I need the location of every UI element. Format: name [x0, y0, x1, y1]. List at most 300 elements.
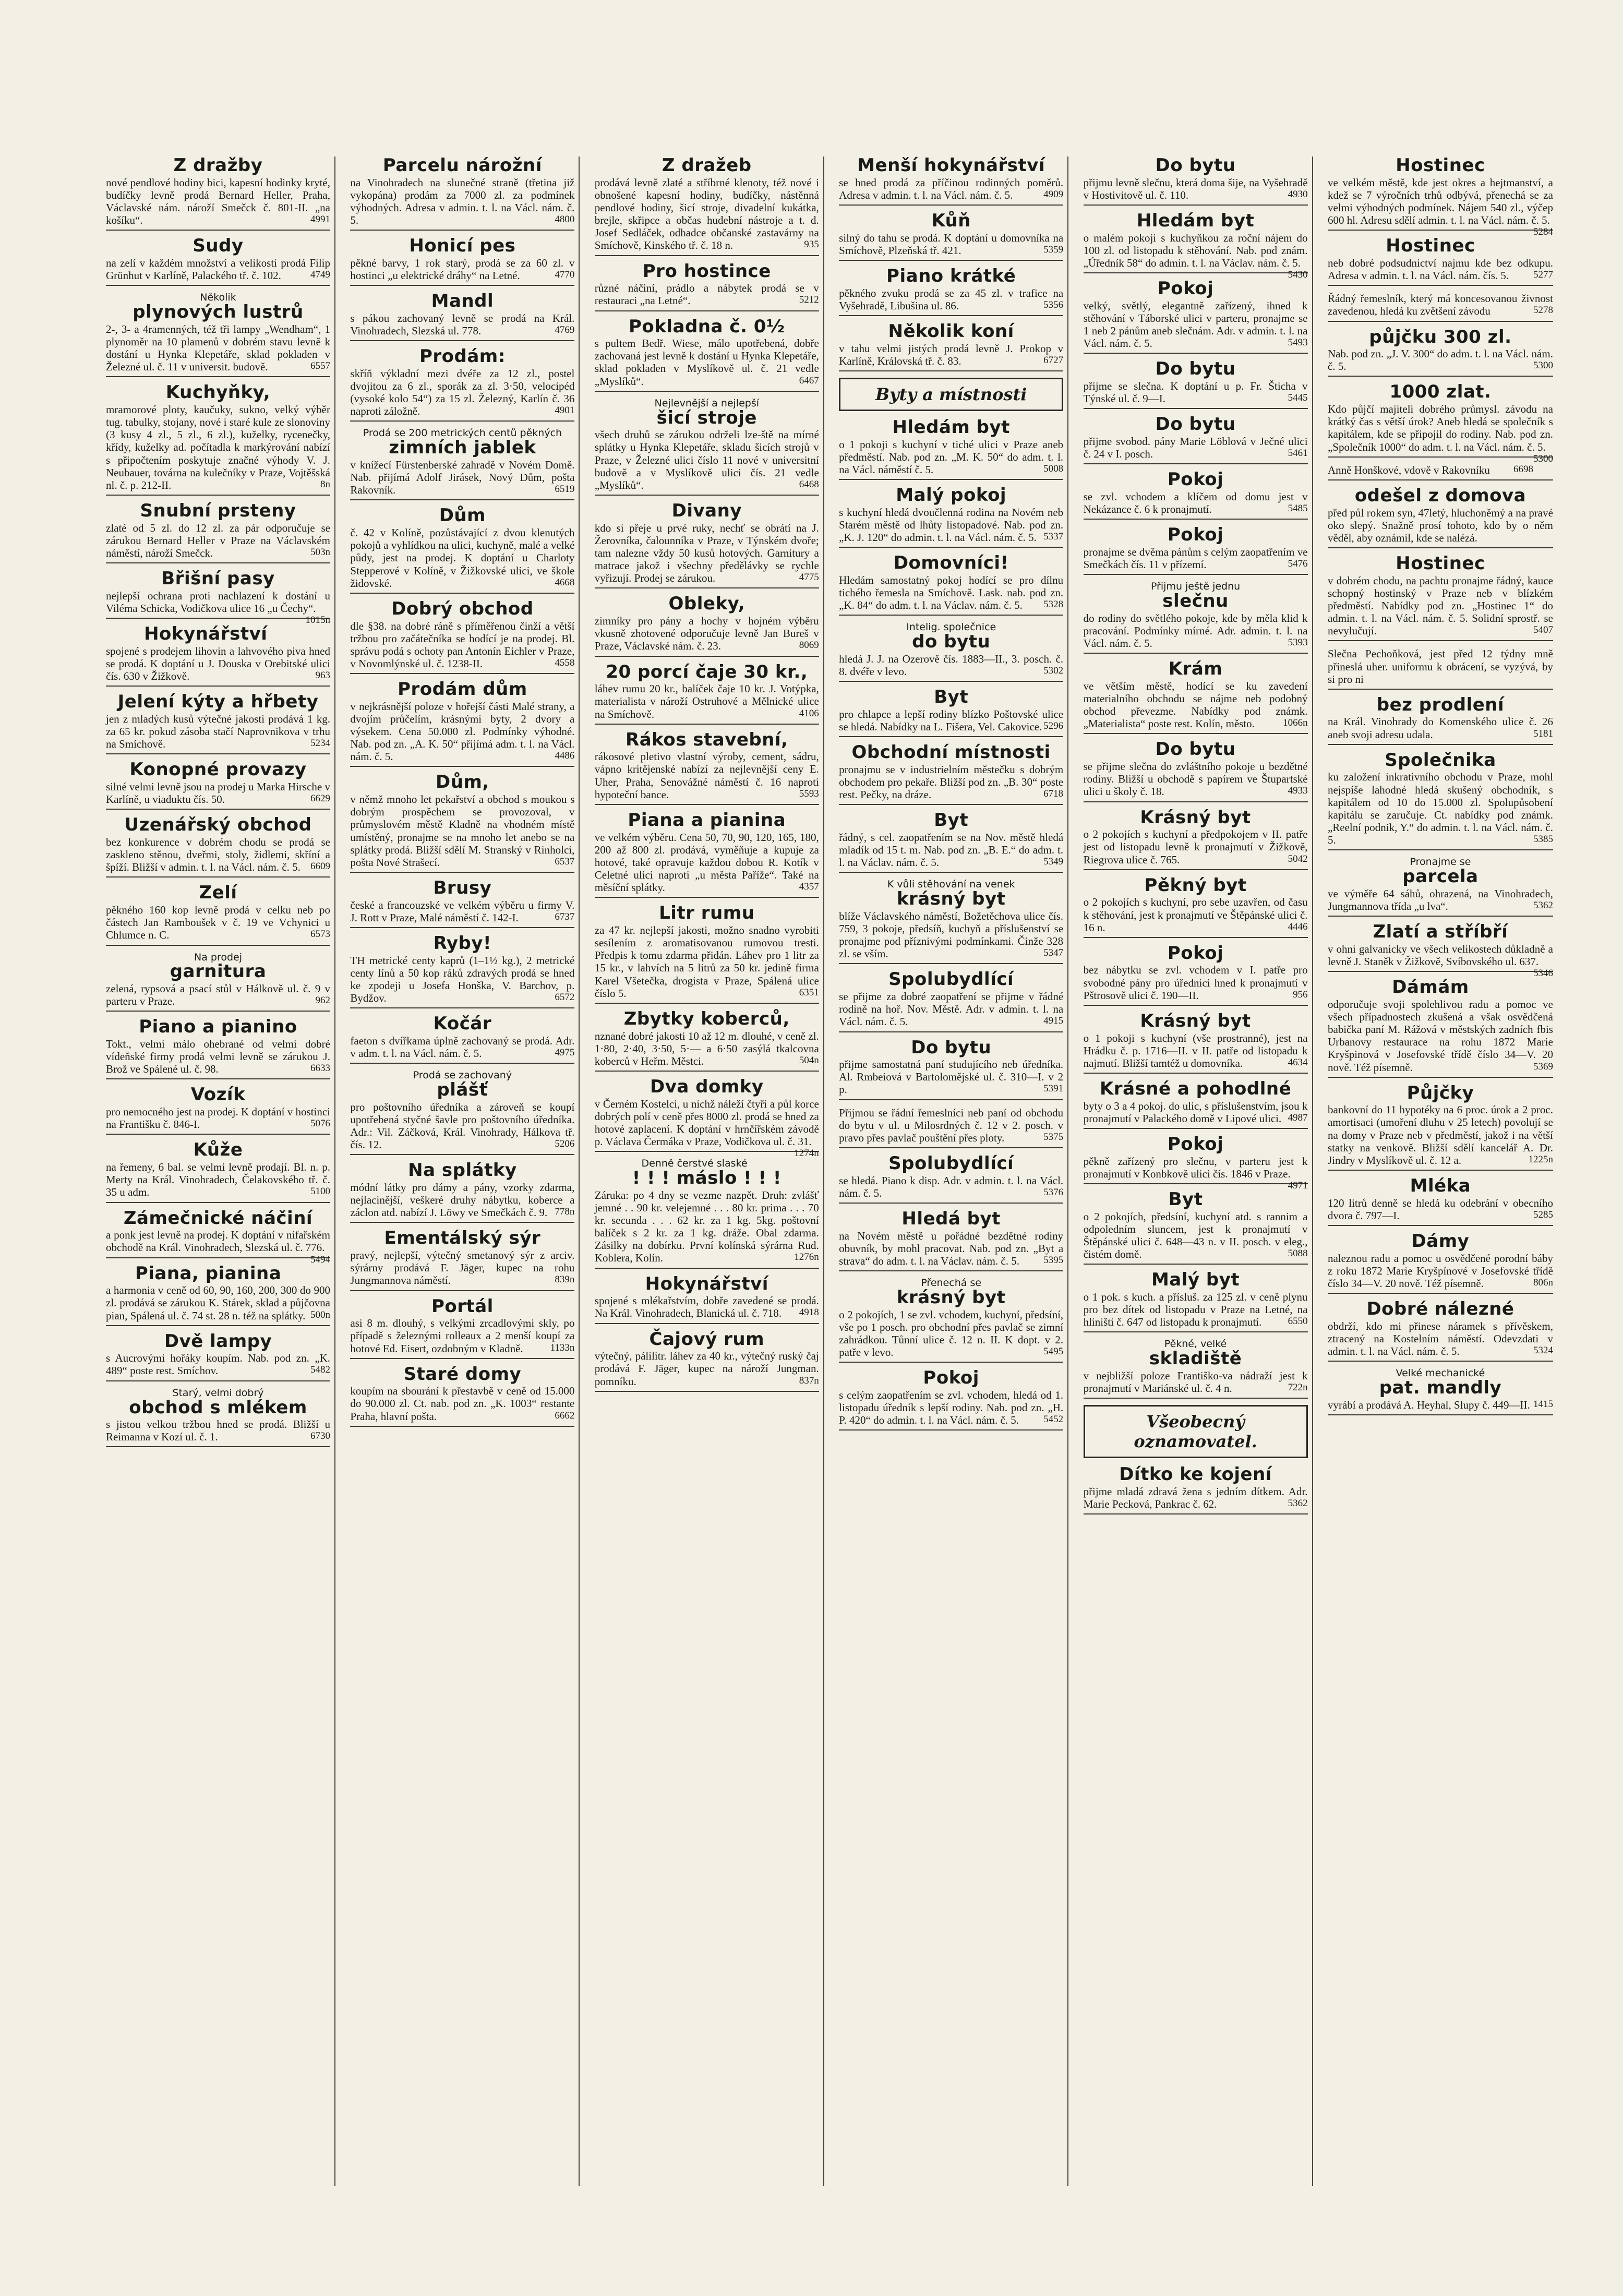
ad-body	[1327, 942, 1553, 979]
ad-body	[106, 904, 330, 941]
ad-body	[1084, 828, 1308, 865]
classified-ad	[106, 157, 330, 231]
ad-number: 5485	[1288, 503, 1308, 514]
ad-body-text: pěkně zařízený pro slečnu, v parteru jest k pronajmutí v Konbkově ulici čís. 1846 v Praze.	[1083, 1155, 1308, 1180]
classified-ad	[1327, 157, 1553, 238]
ad-number: 1274n	[794, 1148, 819, 1159]
ad-number: 503n	[310, 547, 330, 558]
ad-body	[350, 1249, 574, 1287]
classified-ad	[106, 1086, 330, 1135]
classified-ad	[839, 212, 1063, 261]
classified-ad	[1328, 978, 1553, 1078]
ad-pretitle: Denně čerstvé slaské	[641, 1158, 748, 1170]
classified-ad	[106, 816, 330, 877]
classified-ad	[1084, 876, 1308, 938]
classified-ad	[1083, 1133, 1308, 1191]
ad-title: Zámečnické náčiní	[123, 1207, 313, 1229]
ad-title: Ementálský sýr	[384, 1228, 541, 1249]
classified-ad	[839, 157, 1063, 206]
ad-number: 5359	[1043, 244, 1064, 255]
ad-body	[839, 506, 1063, 544]
column-2	[346, 157, 580, 2186]
classified-ad	[106, 761, 330, 810]
ad-body-text: pěkného 160 kop levně prodá v celku neb po částech Jan Ramboušek v č. 19 ve Vchynici u Chlumce n. C.	[106, 904, 330, 942]
ad-title: 20 porcí čaje 30 kr.,	[606, 661, 808, 682]
ad-title: Krásný byt	[1140, 807, 1251, 828]
ad-body	[106, 522, 330, 559]
ad-body-text: ve velkém výběru. Cena 50, 70, 90, 120, 165, 180, 200 až 800 zl. prodává, vyměňuje a kupuje za hotové, také opravuje každou dobou R. Kotík v Celetné ulici naproti „u města Paříže“. Také na měsíční splátky.	[594, 831, 819, 894]
ad-body-text: nejlepší ochrana proti nachlazení k dostání u Viléma Schicka, Vodičkova ulice 16 „u Čechy“.	[106, 589, 330, 615]
ad-body-text: prodává levně zlaté a stříbrné klenoty, též nové i obnošené kapesní hodiny, budíčky, nástěnná pendlové hodiny, šicí stroje, divadelní kukátka, brejle, skřipce a občas hudební nástroje a t. d. Josef Sedláček, odhadce občanské zastavárny na Smíchově, Kinského tř. č. 18 n.	[594, 176, 819, 252]
ad-body-text: přijme mladá zdravá žena s jedním dítkem. Adr. Marie Pecková, Pankrac č. 62.	[1083, 1485, 1308, 1510]
classified-ad	[839, 1369, 1063, 1431]
ad-body	[839, 1308, 1063, 1359]
ad-body-text: ve výměře 64 sáhů, ohrazená, na Vinohradech, Jungmannova třída „u lva“.	[1327, 887, 1553, 912]
ad-number: 5375	[1043, 1131, 1064, 1143]
ad-title: Kůň	[931, 210, 971, 231]
classified-ad	[1084, 1080, 1308, 1129]
classified-ad	[1084, 1339, 1308, 1399]
classified-ad	[595, 663, 819, 725]
classified-ad	[106, 693, 330, 754]
classified-ad	[350, 157, 574, 231]
classified-ad	[1328, 1177, 1553, 1226]
classified-ad	[839, 1107, 1063, 1148]
classified-ad	[1084, 944, 1308, 1006]
ad-pretitle: Velké mechanické	[1396, 1367, 1485, 1379]
ad-body	[839, 1107, 1063, 1144]
ad-body	[1084, 490, 1308, 515]
ad-number: 4975	[555, 1047, 575, 1059]
classified-ad	[350, 1365, 574, 1427]
ad-number: 4901	[555, 405, 575, 416]
ad-body	[106, 1105, 330, 1131]
ad-body-text: v knížecí Fürstenberské zahradě v Novém Domě. Nab. přijímá Adolf Jirásek, Nový Dům, pošta Rakovník.	[350, 459, 575, 497]
ad-body-text: pronajme se dvěma pánům s celým zaopatřením ve Smečkách čís. 11 v přízemí.	[1083, 545, 1308, 571]
ad-title: Uzenářský obchod	[124, 814, 312, 836]
ad-title: Hokynářství	[144, 623, 268, 645]
ad-number: 5407	[1533, 624, 1553, 636]
ad-body-text: a ponk jest levně na prodej. K doptání v nifařském obchodě na Král. Vinohradech, Slezská ul. č. 776.	[106, 1229, 330, 1254]
ad-body-text: na zelí v každém množství a velikosti prodá Filip Grünhut v Karlíně, Palackého tř. č. 102.	[106, 256, 330, 282]
ad-number: 5277	[1533, 269, 1553, 281]
classified-ad	[1328, 292, 1553, 321]
ad-body-text: pěkného zvuku prodá se za 45 zl. v trafice na Vyšehradě, Libušina ul. 86.	[839, 286, 1064, 312]
ad-number: 5300	[1533, 360, 1553, 371]
ad-body	[1328, 1103, 1553, 1167]
ad-body	[839, 176, 1063, 201]
ad-body-text: přijme se slečna. K doptání u p. Fr. Šticha v Týnské ul. č. 9—I.	[1083, 380, 1308, 405]
ad-body-text: vyrábí a prodává A. Heyhal, Slupy č. 449—II.	[1327, 1398, 1530, 1411]
ad-body	[106, 645, 330, 682]
ad-title: Spolubydlící	[888, 1153, 1014, 1174]
ad-number: 500n	[310, 1309, 330, 1320]
ad-pretitle: Prodá se 200 metrických centů pěkných	[363, 427, 562, 439]
ad-title: Krásné a pohodlné	[1099, 1078, 1292, 1099]
ad-body	[350, 1035, 574, 1060]
ad-body-text: v Černém Kostelci, u nichž náleží čtyři a půl korce dobrých polí v ceně přes 8000 zl. prodá se hned za hotové zaplacení. K doptání v hrnčířském závodě p. Václava Čermáka v Praze, Vodičkova ul. č. 31.	[594, 1097, 819, 1148]
classified-ad	[1084, 660, 1308, 734]
ad-title: Byt	[934, 687, 969, 708]
ad-body-text: na Král. Vinohrady do Komenského ulice č. 26 aneb svoji adresu udala.	[1327, 715, 1553, 741]
ad-number: 5296	[1043, 720, 1064, 731]
ad-title: Dvě lampy	[164, 1330, 272, 1352]
ad-body-text: pro chlapce a lepší rodiny blízko Poštovské ulice se hledá. Nabídky na L. Fišera, Vel. Cakovice.	[839, 707, 1064, 733]
ad-body-text: o 2 pokojích, 1 se zvl. vchodem, kuchyní, předsíní, vše po 1 posch. pro obchodní přes pavlač se zimní zahrádkou. Tůnní ulice č. 12 n. II. K dopt. v 2. patře v levo.	[839, 1308, 1064, 1359]
ad-body	[106, 1418, 330, 1443]
ad-body	[350, 1181, 574, 1219]
ad-number: 4446	[1288, 921, 1308, 932]
ad-number: 5042	[1288, 853, 1308, 864]
ad-title: Portál	[431, 1295, 494, 1317]
ad-body	[350, 793, 574, 869]
classified-ad	[595, 318, 819, 392]
ad-number: 722n	[1288, 1382, 1308, 1393]
ad-body-text: Řádný řemeslník, který má koncesovanou živnost zavedenou, hledá ku zvětšení závodu	[1327, 292, 1553, 318]
ad-body-text: pěkné barvy, 1 rok starý, prodá se za 60 zl. v hostinci „u elektrické dráhy“ na Letné.	[350, 256, 575, 282]
ad-body	[106, 176, 330, 227]
ad-title: Hostinec	[1386, 235, 1475, 257]
ad-number: 5008	[1043, 463, 1064, 474]
ad-number: 5482	[310, 1364, 330, 1376]
classified-ad	[106, 568, 330, 626]
ad-number: 6537	[555, 856, 575, 867]
ad-title: Spolubydlící	[888, 969, 1014, 990]
ad-pretitle: Přijmu ještě jednu	[1150, 581, 1241, 593]
classified-ad	[595, 262, 819, 311]
classified-ad	[106, 1207, 330, 1265]
section-banner: Byty a místnosti	[839, 378, 1063, 411]
ad-title: Sudy	[193, 235, 244, 257]
ad-body	[1083, 231, 1308, 281]
ad-number: 5347	[1043, 947, 1064, 959]
ad-number: 6467	[799, 375, 819, 386]
ad-pretitle: K vůli stěhování na venek	[887, 879, 1015, 891]
ad-number: 5088	[1288, 1248, 1308, 1259]
classified-ad	[106, 884, 330, 945]
ad-title: Dobrý obchod	[391, 598, 534, 619]
classified-ad	[1327, 381, 1553, 464]
ad-body	[350, 176, 574, 227]
ad-body	[1328, 464, 1553, 476]
ad-body-text: spojené s prodejem lihovin a lahvového piva hned se prodá. K doptání u J. Douska v Orebitské ulici čís. 630 v Žižkově.	[106, 644, 330, 683]
classified-ad	[1084, 157, 1308, 206]
ad-title: Dům,	[436, 772, 489, 793]
ad-body-text: blíže Václavského náměstí, Božetěchova ulice čís. 759, 3 pokoje, předsíň, kuchyň a příslušenství se pronajme pod příznivými podmínkami. Činže 328 zl. se vším.	[839, 909, 1064, 960]
ad-body	[1328, 715, 1553, 740]
classified-ad	[1084, 415, 1308, 464]
ad-body-text: s celým zaopatřením se zvl. vchodem, hledá od 1. listopadu úředník s lepší rodiny. Nab. pod zn. „H. P. 420“ do admin. t. l. na Václ. nám. č. 5.	[839, 1388, 1064, 1427]
ad-title: Vozík	[190, 1084, 246, 1105]
ad-pretitle: Starý, velmi dobrý	[172, 1387, 264, 1399]
ad-pretitle: Na prodej	[194, 951, 242, 963]
ad-title: Několik koní	[888, 320, 1014, 342]
ad-body	[1327, 176, 1553, 238]
classified-ad	[839, 418, 1063, 480]
ad-title: Byt	[934, 810, 969, 831]
ad-body	[106, 403, 330, 491]
classified-ad	[1328, 647, 1553, 689]
classified-ad	[839, 554, 1063, 616]
ad-title: Piana a pianina	[628, 809, 786, 831]
classified-ad	[350, 1161, 574, 1223]
ad-title: zimních jablek	[389, 437, 536, 459]
ad-body	[1328, 998, 1553, 1074]
classified-ad	[106, 237, 330, 286]
ad-body	[839, 574, 1063, 611]
ad-body-text: obdrží, kdo mi přinese náramek s přívěskem, ztracený na Kostelním náměstí. Odevzdati v admin. t. l. na Václ. nám. č. 5.	[1327, 1319, 1553, 1358]
classified-ad	[106, 383, 330, 496]
classified-ad	[1328, 1084, 1553, 1171]
ad-body	[350, 526, 574, 590]
classified-ad	[1328, 487, 1553, 548]
ad-number: 5284	[1533, 226, 1553, 238]
ad-body	[1328, 507, 1553, 544]
ad-title: Zlatí a stříbří	[1373, 921, 1508, 943]
ad-body	[839, 653, 1063, 678]
ad-body	[1328, 1252, 1553, 1290]
classified-ad	[839, 879, 1063, 964]
classified-ad	[106, 502, 330, 563]
ad-number: 6609	[310, 861, 330, 872]
ad-number: 4769	[555, 324, 575, 336]
ad-title: parcela	[1402, 866, 1478, 887]
ad-body-text: v ohni galvanicky ve všech velikostech důkladně a levně J. Staněk v Žižkově, Svíbovského ul. 637.	[1327, 942, 1553, 968]
ad-number: 778n	[555, 1206, 575, 1218]
ad-body	[839, 1230, 1063, 1267]
ad-body	[1328, 574, 1553, 638]
ad-number: 962	[315, 995, 330, 1006]
ad-body	[839, 831, 1063, 869]
ad-title: odešel z domova	[1354, 485, 1526, 506]
ad-body	[350, 257, 574, 282]
classified-ad	[1328, 1368, 1553, 1415]
ad-title: Pokoj	[1157, 278, 1214, 299]
ad-body-text: ve větším městě, hodící se ku zavedení materialního obchodu se nájme neb podobný obchod převezme. Nabídky pod známk. „Materialista“ poste rest. Kolín, město.	[1083, 679, 1308, 730]
ad-body-text: velký, světlý, elegantně zařízený, ihned k stěhování v Táborské ulici v parteru, pronajme se 1 neb 2 pánům aneb slečnám. Adr. v admin. t. l. na Václ. nám. č. 5.	[1083, 299, 1308, 350]
classified-ad	[1083, 1188, 1308, 1265]
ad-body-text: české a francouzské ve velkém výběru u firmy V. J. Rott v Praze, Malé náměstí č. 142-I.	[350, 898, 575, 924]
ad-body-text: 120 litrů denně se hledá ku odebrání v obecního dvora č. 797—I.	[1327, 1196, 1553, 1222]
ad-number: 6550	[1288, 1316, 1308, 1327]
classified-ad	[839, 322, 1063, 371]
ad-number: 5493	[1288, 337, 1308, 348]
ad-number: 5278	[1533, 305, 1553, 316]
ad-number: 6468	[799, 478, 819, 490]
ad-body-text: se přijme za dobré zaopatření se přijme v řádné rodině na hoř. Nov. Městě. Adr. v admin. t. l. na Václ. nám. č. 5.	[839, 990, 1064, 1028]
ad-title: Obleky,	[668, 593, 746, 615]
ad-title: Kůže	[193, 1139, 243, 1161]
classified-ad	[594, 1076, 819, 1159]
ad-body-text: na Novém městě u pořádné bezdětné rodiny obuvník, by mohl pracovat. Nab. pod zn. „Byt a strava“ do adm. t. l. na Václav. nám. č. 5.	[839, 1229, 1064, 1267]
ad-title: půjčku 300 zl.	[1369, 326, 1512, 347]
ad-title: Piano krátké	[886, 265, 1016, 286]
ad-title: Dítko ke kojení	[1119, 1464, 1272, 1485]
ad-number: 5076	[310, 1118, 330, 1129]
ad-title: skladiště	[1149, 1348, 1242, 1369]
ad-title: garnitura	[170, 961, 267, 982]
ad-body-text: s pákou zachovaný levně se prodá na Král. Vinohradech, Slezská ul. 778.	[350, 311, 575, 338]
ad-number: 6557	[310, 360, 330, 372]
ad-body-text: pro poštovního úředníka a zároveň se koupí upotřebená styčné šavle pro poštovního úředníka. Adr.: Vil. Záčková, Král. Vinohrady, Hálkova tř. čís. 12.	[350, 1100, 575, 1151]
ad-body-text: s pultem Bedř. Wiese, málo upotřebená, dobře zachovaná jest levně k dostání u Hynka Klepetáře, sklad pokladen v Myslíkově ul. č. 21 vedle „Myslíků“.	[594, 337, 819, 388]
ad-number: 5337	[1043, 531, 1064, 542]
ad-body-text: naleznou radu a pomoc u osvědčené porodní báby z roku 1872 Marie Kryšpínové v Josefovské třídě číslo 34—V. 20 nově. Též písemně.	[1327, 1252, 1553, 1290]
ad-title: Divany	[671, 500, 742, 522]
ad-title: Brusy	[433, 877, 492, 898]
classified-ad	[839, 1039, 1063, 1100]
ad-body-text: se hledá. Piano k disp. Adr. v admin. t. l. na Václ. nám. č. 5.	[839, 1174, 1064, 1199]
ad-body	[595, 831, 819, 894]
ad-title: Hostinec	[1396, 157, 1485, 176]
ad-title: bez prodlení	[1376, 694, 1505, 715]
ad-body	[595, 615, 819, 652]
ad-pretitle: Pěkné, velké	[1164, 1338, 1227, 1350]
ad-title: Menší hokynářství	[857, 157, 1045, 176]
ad-body-text: v dobrém chodu, na pachtu pronajme řádný, kauce schopný hostinský v Praze neb v blízkém předměstí. Nabídky pod zn. „Hostinec 1“ do admin. t. l. na Václ. nám. č. 5. Solidní sprostř. se nevylučují.	[1327, 574, 1553, 638]
ad-body	[595, 428, 819, 491]
ad-title: Malý pokoj	[896, 484, 1007, 506]
column-1	[102, 157, 335, 2186]
ad-body	[1084, 1032, 1308, 1069]
classified-ad	[106, 1141, 330, 1203]
classified-ad	[839, 811, 1063, 873]
classified-ad	[106, 292, 330, 377]
ad-body	[594, 1097, 819, 1159]
ad-title: Společnika	[1385, 749, 1496, 771]
ad-body	[1084, 1291, 1308, 1328]
ad-body-text: Nab. pod zn. „J. V. 300“ do adm. t. l. na Václ. nám. č. 5.	[1327, 347, 1553, 373]
ad-title: Byt	[1168, 1188, 1203, 1210]
ad-title: 1000 zlat.	[1389, 381, 1492, 403]
classified-ad	[595, 811, 819, 898]
ad-number: 5356	[1043, 299, 1064, 310]
ad-pretitle: Intelig. společnice	[906, 621, 996, 633]
classified-ad	[595, 1330, 819, 1392]
classified-ad	[350, 237, 574, 286]
ad-title: Pro hostince	[642, 260, 771, 282]
ad-body-text: bez nábytku se zvl. vchodem v I. patře pro svobodné pány pro úřednici hned k pronajmutí v Pštrosově ulici č. 190—II.	[1083, 964, 1308, 1002]
ad-body	[595, 682, 819, 720]
ad-body-text: odporučuje svoji spolehlivou radu a pomoc ve všech případnostech zkušená a však osvědčená babička paní M. Rážová v městských zadních fbis Urbanovy restaurace na rohu 1872 Marie Kryšpinová v Josefovské třídě číslo 34—V. 20 nově. Též písemně.	[1327, 997, 1553, 1074]
ad-body-text: jen z mladých kusů výtečné jakosti prodává 1 kg. za 65 kr. pokud zásoba stačí Naprovnikova v trhu na Smíchově.	[106, 712, 330, 751]
ad-body-text: hledá J. J. na Ozerově čís. 1883—II., 3. posch. č. 8. dvéře v levo.	[839, 652, 1064, 678]
classified-ad	[350, 347, 574, 422]
ad-body-text: Hledám samostatný pokoj hodící se pro dílnu tichého řemesla na Smíchově. Lask. nab. pod zn. „K. 84“ do adm. t. l. na Václav. nám. č. 5.	[839, 573, 1064, 612]
ad-body	[839, 990, 1063, 1028]
ad-body-text: zimníky pro pány a hochy v hojném výběru vkusně zhotovené odporučuje levně Jan Bureš v Praze, Václavské nám. č. 23.	[594, 615, 819, 653]
ad-body-text: TH metrické centy kaprů (1–1½ kg.), 2 metrické centy línů a 50 kop ráků zdravých prodá se hned ke zpodeji u Josefa Honška, V. Barchov, p. Bydžov.	[350, 954, 575, 1005]
ad-body-text: na řemeny, 6 bal. se velmi levně prodají. Bl. n. p. Merty na Král. Vinohradech, Čelakovského tř. č. 35 u adm.	[106, 1161, 330, 1199]
ad-body-text: Kdo půjčí majiteli dobrého průmysl. závodu na krátký čas s větší úrok? Aneb hledá se společník s kapitálem, kde se připojil do rodiny. Nab. pod zn. „Společník 1000“ do adm. t. l. na Václ. nám. č. 5.	[1327, 403, 1553, 453]
ad-number: 4918	[799, 1307, 819, 1318]
ad-title: Malý byt	[1151, 1269, 1240, 1291]
ad-title: Dům	[439, 505, 486, 526]
ad-body	[1328, 347, 1553, 372]
ad-number: 5328	[1043, 599, 1064, 610]
ad-body	[1328, 887, 1553, 912]
ad-title: Zelí	[199, 882, 237, 904]
ad-title: Rákos stavební,	[626, 729, 788, 750]
ad-title: Prodám dům	[398, 679, 527, 700]
classified-ad	[106, 1332, 330, 1381]
ad-number: 5302	[1043, 665, 1064, 676]
ad-title: Čajový rum	[649, 1328, 765, 1350]
ad-body	[839, 287, 1063, 312]
ad-number: 6698	[1513, 463, 1533, 475]
ad-body	[350, 367, 574, 418]
classified-ad	[595, 398, 819, 496]
ad-title: Obchodní místnosti	[851, 742, 1051, 763]
ad-pretitle: Několik	[200, 292, 236, 304]
classified-ad	[1328, 751, 1553, 851]
ad-number: 1066n	[1283, 717, 1308, 729]
ad-body-text: se zvl. vchodem a klíčem od domu jest v Nekázance č. 6 k pronajmutí.	[1083, 490, 1308, 516]
ad-number: 839n	[555, 1274, 575, 1285]
ad-body-text: bez konkurence v dobrém chodu se prodá se zaskleno stěnou, dveřmi, stoly, židlemi, skříní a špíží. Bližší v admin. t. l. na Václ. nám. č. 5.	[106, 835, 330, 874]
ad-body	[595, 1030, 819, 1067]
ad-number: 6633	[310, 1063, 330, 1074]
ad-body-text: přijme svobod. pány Marie Löblová v Ječné ulici č. 24 v I. posch.	[1083, 435, 1308, 461]
classified-ad	[1084, 581, 1308, 654]
ad-body	[839, 1174, 1063, 1199]
ad-number: 4749	[310, 269, 330, 281]
ad-body-text: koupím na sbourání k přestavbě v ceně od 15.000 do 90.000 zl. Ct. nab. pod zn. „K. 1003“ restante Praha, hlavní pošta.	[350, 1385, 575, 1423]
ad-number: 5100	[310, 1186, 330, 1197]
ad-title: obchod s mlékem	[129, 1397, 307, 1418]
ad-title: Do bytu	[1155, 414, 1236, 435]
classified-ad	[839, 486, 1063, 548]
classified-ad	[595, 731, 819, 805]
classified-ad	[350, 1070, 574, 1155]
ad-title: ! ! ! máslo ! ! !	[632, 1168, 782, 1189]
ad-body-text: pro nemocného jest na prodej. K doptání v hostinci na Františku č. 846-I.	[106, 1105, 330, 1131]
ad-body	[595, 924, 819, 1000]
ad-pretitle: Přenechá se	[921, 1277, 982, 1289]
ad-title: Prodám:	[419, 346, 506, 367]
ad-body	[1328, 257, 1553, 282]
ad-number: 5212	[799, 294, 819, 306]
ad-body	[595, 282, 819, 307]
ad-body-text: silné velmi levně jsou na prodej u Marka Hirsche v Karlíně, u viaduktu čís. 50.	[106, 780, 330, 806]
ad-body-text: o 1 pok. s kuch. a přísluš. za 125 zl. v ceně plynu pro bez dítek od listopadu v Praze na Letné, na hliništi č. 647 od listopadu k pronajmutí.	[1083, 1290, 1308, 1329]
ad-number: 4987	[1288, 1112, 1308, 1123]
ad-number: 806n	[1533, 1277, 1553, 1288]
ad-body-text: přijme samostatná paní studujícího neb úředníka. Al. Rmbeiová v Bartolomějské ul. č. 310—I. v 2 p.	[839, 1058, 1064, 1096]
ad-body-text: o 1 pokoji s kuchyní v tiché ulici v Praze aneb předměstí. Nab. pod zn. „M. K. 50“ do adm. t. l. na Václ. náměstí č. 5.	[839, 438, 1064, 476]
ad-number: 956	[1293, 989, 1308, 1000]
ad-body	[595, 176, 819, 252]
ad-body-text: o 2 pokojích, předsíní, kuchyní atd. s rannim a odpoledním sluncem, jest k pronajmutí v Štěpánské ulici č. 648—43 n. v II. posch. v eleg., čistém domě.	[1083, 1210, 1308, 1261]
classified-ad	[1328, 696, 1553, 745]
ad-body	[1083, 1155, 1308, 1191]
classified-ad	[1328, 1232, 1553, 1294]
classified-ad	[595, 595, 819, 656]
classified-ad	[595, 1275, 819, 1324]
ad-body-text: o 1 pokoji s kuchyní (vše prostranné), jest na Hrádku č. p. 1716—II. v II. patře od listopadu k najmutí. Bližší tamtéž u domovníka.	[1083, 1031, 1308, 1069]
ad-number: 4933	[1288, 785, 1308, 797]
classified-ad	[350, 934, 574, 1008]
ad-number: 5494	[310, 1254, 330, 1265]
ad-pretitle: Prodá se zachovaný	[413, 1069, 512, 1081]
classified-ad	[350, 507, 574, 593]
ad-number: 6662	[555, 1410, 575, 1421]
ad-body-text: kdo si přeje u prvé ruky, nechť se obrátí na J. Žerovníka, čalounníka v Praze, v Týnském dvoře; tam nalezne vždy 50 kusů hotových. Garnitury a matrace jakož i všechny předělávky se rychle vyřizují. Prodej se zárukou.	[594, 521, 819, 585]
classified-ad	[350, 292, 574, 341]
classified-ad	[1327, 921, 1553, 979]
ad-body	[1084, 176, 1308, 201]
ad-title: Pokoj	[1167, 469, 1224, 490]
